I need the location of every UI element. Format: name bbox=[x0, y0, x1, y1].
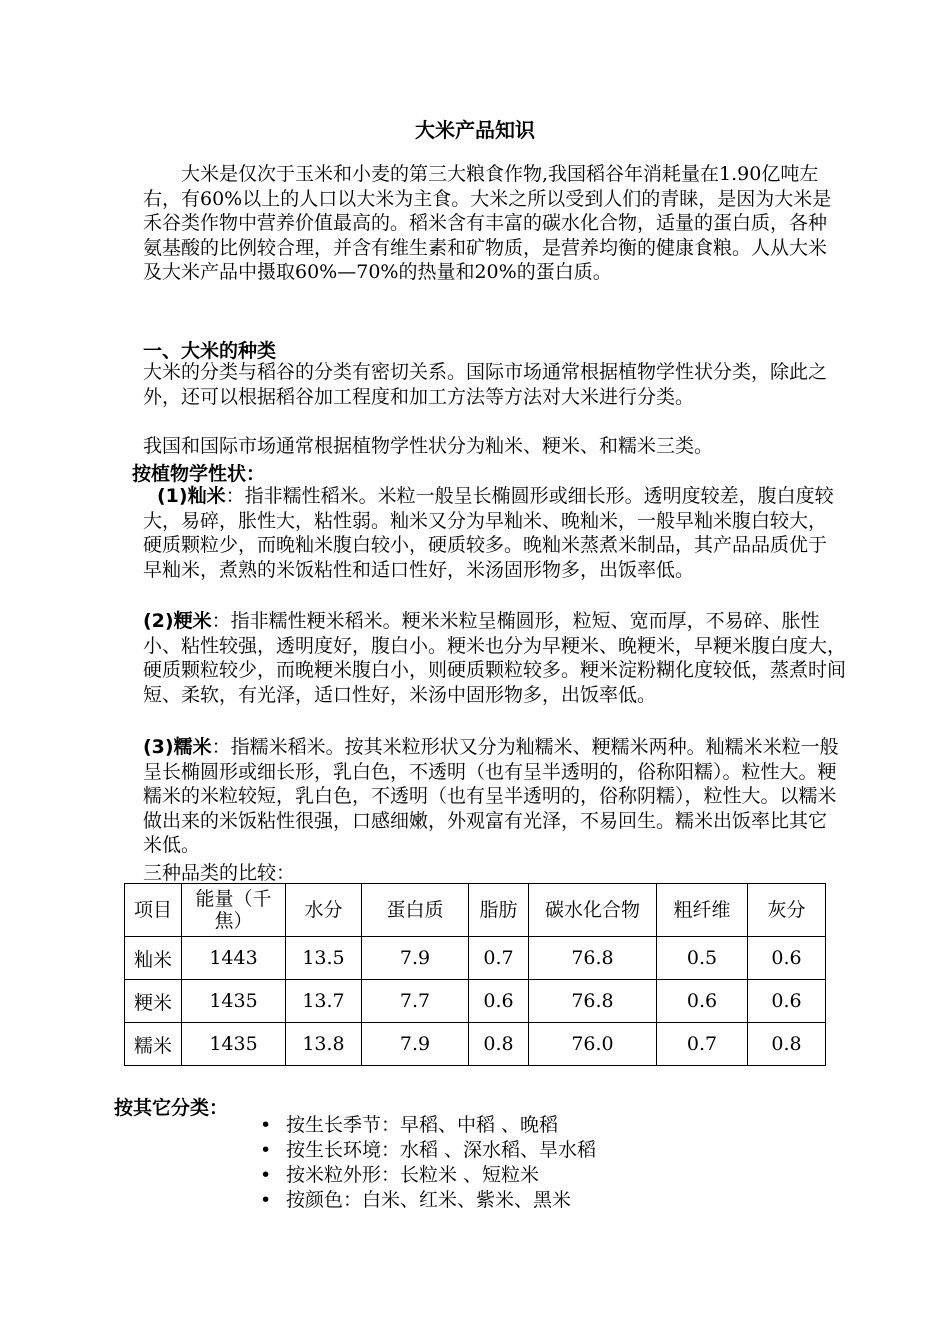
list-item bbox=[260, 1138, 596, 1163]
type-glutinous-paragraph bbox=[143, 735, 843, 858]
section-heading-rice-types: 一、大米的种类 bbox=[143, 340, 277, 362]
type-term: (1)籼米 bbox=[157, 485, 226, 507]
table-cell: 0.8 bbox=[469, 1023, 529, 1066]
table-cell: 13.7 bbox=[286, 980, 362, 1023]
table-header-cell: 蛋白质 bbox=[362, 884, 469, 937]
table-header-cell: 脂肪 bbox=[469, 884, 529, 937]
type-description: ：指糯米稻米。按其米粒形状又分为籼糯米、粳糯米两种。籼糯米米粒一般呈长椭圆形或细长形，乳白色，不透明（也有呈半透明的，俗称阳糯）。粒性大。粳糯米的米粒较短，乳白色，不透明（也有呈半透明的，俗称阴糯），粒性大。以糯米做出来的米饭粘性很强，口感细嫩，外观富有光泽，不易回生。糯米出饭率比其它米低。 bbox=[143, 736, 839, 856]
table-cell: 76.8 bbox=[529, 937, 657, 980]
document-title: 大米产品知识 bbox=[415, 118, 535, 142]
table-header-cell: 碳水化合物 bbox=[529, 884, 657, 937]
list-item-text: 按生长环境：水稻 、深水稻、旱水稻 bbox=[286, 1139, 597, 1161]
classification-paragraph: 大米的分类与稻谷的分类有密切关系。国际市场通常根据植物学性状分类，除此之外，还可以根据稻谷加工程度和加工方法等方法对大米进行分类。 bbox=[143, 361, 828, 408]
table-cell: 7.7 bbox=[362, 980, 469, 1023]
bullet-icon: • bbox=[260, 1189, 272, 1211]
table-cell: 13.8 bbox=[286, 1023, 362, 1066]
table-cell: 0.6 bbox=[748, 980, 826, 1023]
table-row bbox=[125, 1023, 826, 1066]
type-japonica-paragraph bbox=[143, 609, 851, 707]
table-cell: 0.6 bbox=[657, 980, 748, 1023]
table-cell: 糯米 bbox=[125, 1023, 182, 1066]
table-cell: 76.8 bbox=[529, 980, 657, 1023]
bullet-icon: • bbox=[260, 1164, 272, 1186]
table-cell: 0.7 bbox=[657, 1023, 748, 1066]
comparison-caption: 三种品类的比较： bbox=[143, 862, 296, 884]
table-header-row bbox=[125, 884, 826, 937]
table-cell: 0.6 bbox=[469, 980, 529, 1023]
list-item bbox=[260, 1113, 596, 1138]
table-cell: 7.9 bbox=[362, 1023, 469, 1066]
table-cell: 1443 bbox=[182, 937, 286, 980]
bullet-icon: • bbox=[260, 1114, 272, 1136]
list-item-text: 按米粒外形：长粒米 、短粒米 bbox=[286, 1164, 540, 1186]
table-cell: 粳米 bbox=[125, 980, 182, 1023]
other-classification-heading: 按其它分类： bbox=[114, 1097, 229, 1119]
type-description: ：指非糯性粳米稻米。粳米米粒呈椭圆形，粒短、宽而厚，不易碎、胀性小、粘性较强，透明度好，腹白小。粳米也分为早粳米、晚粳米，早粳米腹白度大，硬质颗粒较少，而晚粳米腹白小，则硬质颗粒较多。粳米淀粉糊化度较低，蒸煮时间短、柔软，有光泽，适口性好，米汤中固形物多，出饭率低。 bbox=[143, 610, 847, 706]
table-cell: 1435 bbox=[182, 1023, 286, 1066]
table-cell: 0.7 bbox=[469, 937, 529, 980]
type-indica-paragraph bbox=[143, 484, 843, 582]
table-header-cell: 项目 bbox=[125, 884, 182, 937]
type-term: (3)糯米 bbox=[143, 736, 212, 758]
type-term: (2)粳米 bbox=[143, 610, 212, 632]
bullet-icon: • bbox=[260, 1139, 272, 1161]
table-row bbox=[125, 980, 826, 1023]
list-item-text: 按颜色：白米、红米、紫米、黑米 bbox=[286, 1189, 572, 1211]
list-item bbox=[260, 1163, 596, 1188]
table-header-cell: 灰分 bbox=[748, 884, 826, 937]
table-header-cell: 能量（千焦） bbox=[182, 884, 286, 937]
table-row bbox=[125, 937, 826, 980]
table-cell: 76.0 bbox=[529, 1023, 657, 1066]
table-cell: 0.8 bbox=[748, 1023, 826, 1066]
comparison-table bbox=[124, 883, 826, 1066]
three-types-paragraph: 我国和国际市场通常根据植物学性状分为籼米、粳米、和糯米三类。 bbox=[143, 435, 714, 457]
list-item bbox=[260, 1188, 596, 1213]
table-cell: 0.6 bbox=[748, 937, 826, 980]
table-cell: 籼米 bbox=[125, 937, 182, 980]
other-classification-list bbox=[260, 1113, 596, 1213]
intro-paragraph: 大米是仅次于玉米和小麦的第三大粮食作物,我国稻谷年消耗量在1.90亿吨左右，有60%以上的人口以大米为主食。大米之所以受到人们的青睐，是因为大米是禾谷类作物中营养价值最高的。稻米含有丰富的碳水化合物，适量的蛋白质，各种氨基酸的比例较合理，并含有维生素和矿物质，是营养均衡的健康食粮。人从大米及大米产品中摄取60%—70%的热量和20%的蛋白质。 bbox=[143, 163, 832, 283]
table-cell: 1435 bbox=[182, 980, 286, 1023]
table-cell: 7.9 bbox=[362, 937, 469, 980]
type-description: ：指非糯性稻米。米粒一般呈长椭圆形或细长形。透明度较差，腹白度较大，易碎，胀性大，粘性弱。籼米又分为早籼米、晚籼米，一般早籼米腹白较大，硬质颗粒少，而晚籼米腹白较小，硬质较多。晚籼米蒸煮米制品，其产品品质优于早籼米，煮熟的米饭粘性和适口性好，米汤固形物多，出饭率低。 bbox=[143, 485, 834, 581]
table-cell: 13.5 bbox=[286, 937, 362, 980]
table-header-cell: 水分 bbox=[286, 884, 362, 937]
table-header-cell: 粗纤维 bbox=[657, 884, 748, 937]
table-cell: 0.5 bbox=[657, 937, 748, 980]
botany-heading: 按植物学性状： bbox=[132, 463, 266, 485]
list-item-text: 按生长季节：早稻、中稻 、晚稻 bbox=[286, 1114, 559, 1136]
